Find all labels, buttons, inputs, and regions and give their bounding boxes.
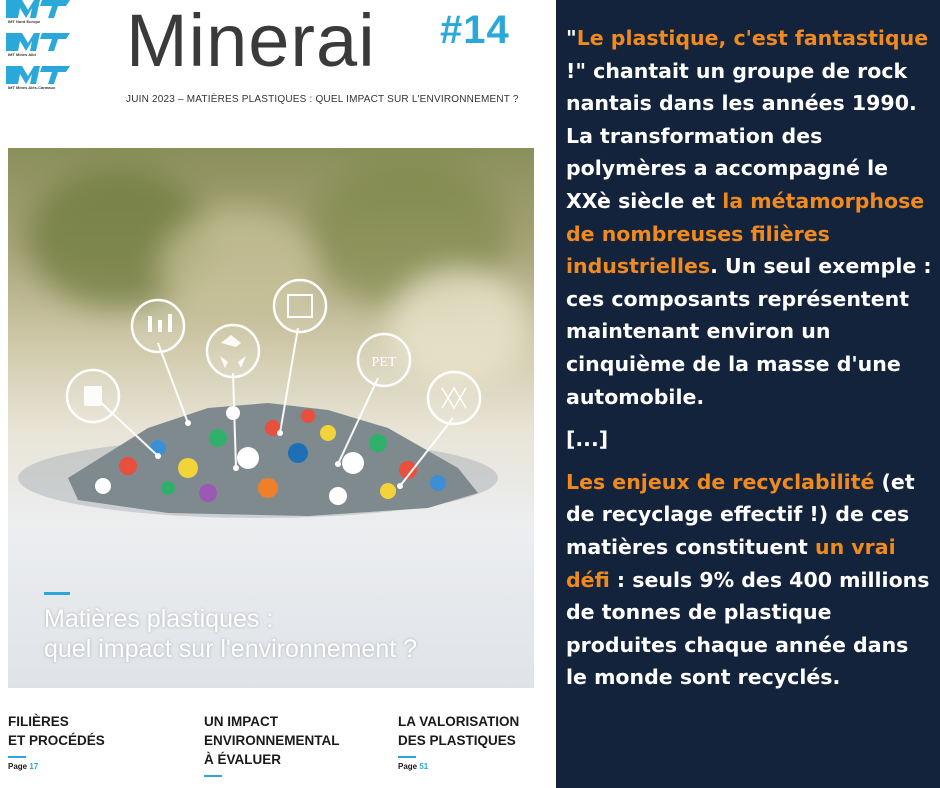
highlight-vrai-defi: un vrai défi (566, 534, 896, 592)
toc-1-bar (8, 756, 26, 758)
imt-logos (6, 0, 86, 99)
toc-1-line-1: FILIÈRES (8, 714, 69, 729)
highlight-metamorphose: la métamorphose de nombreuses filières industrielles (566, 188, 925, 279)
toc-1-page: Page 17 (8, 762, 39, 771)
paragraph-3: Les enjeux de recyclabilité (et de recyclage effectif !) de ces matières constituent un vrai défi : seuls 9% des 400 millions de tonnes de plastique produites chaque année dans le monde sont recyclés. (566, 469, 930, 690)
quote-panel (556, 0, 940, 788)
logo-3-text: IMT Mines Alès-Carmaux (8, 85, 56, 90)
toc-3-bar (398, 756, 416, 758)
toc-2-bar (204, 775, 222, 777)
toc-item-1 (8, 712, 105, 771)
toc-1-line-2: ET PROCÉDÉS (8, 733, 105, 748)
caption-accent-bar (44, 592, 70, 595)
paragraph-1: "Le plastique, c'est fantastique !" chantait un groupe de rock nantais dans les années 1990. La transformation des polymères a accompagné le XXè siècle et la métamorphose de nombreuses filières industrielles. Un seul exemple : ces composants représentent maintenant environ un cinquième de la masse d'une automobile. (566, 26, 932, 409)
imt-mines-albi-logo (6, 33, 86, 63)
logo-1-text: IMT Nord Europe (8, 19, 41, 24)
toc-3-line-1: LA VALORISATION (398, 714, 520, 729)
imt-nord-europe-logo (6, 0, 86, 30)
highlight-fantastique: Le plastique, c'est fantastique (576, 26, 929, 50)
toc-2-line-2: ENVIRONNEMENTAL (204, 733, 340, 748)
toc-item-2 (204, 712, 340, 781)
caption-line-1: Matières plastiques : (44, 605, 274, 633)
toc-3-line-2: DES PLASTIQUES (398, 733, 516, 748)
ellipsis: [...] (566, 427, 609, 452)
toc-3-page: Page 51 (398, 762, 429, 771)
caption-line-2: quel impact sur l'environnement ? (44, 635, 418, 663)
highlight-recyclabilite: Les enjeux de recyclabilité (566, 469, 875, 494)
imt-mines-ales-logo (6, 66, 86, 96)
pet-label: PET (371, 355, 397, 370)
cover-caption (44, 604, 417, 664)
toc-2-line-3: À ÉVALUER (204, 752, 282, 767)
toc-item-3 (398, 712, 519, 771)
cover-subtitle: JUIN 2023 – MATIÈRES PLASTIQUES : QUEL IMPACT SUR L'ENVIRONNEMENT ? (126, 94, 519, 105)
panel-text (566, 22, 934, 694)
masthead-title: Minerai (126, 0, 376, 82)
logo-2-text: IMT Mines Albi (8, 52, 36, 57)
issue-number: #14 (440, 8, 510, 52)
toc-2-line-1: UN IMPACT (204, 714, 278, 729)
